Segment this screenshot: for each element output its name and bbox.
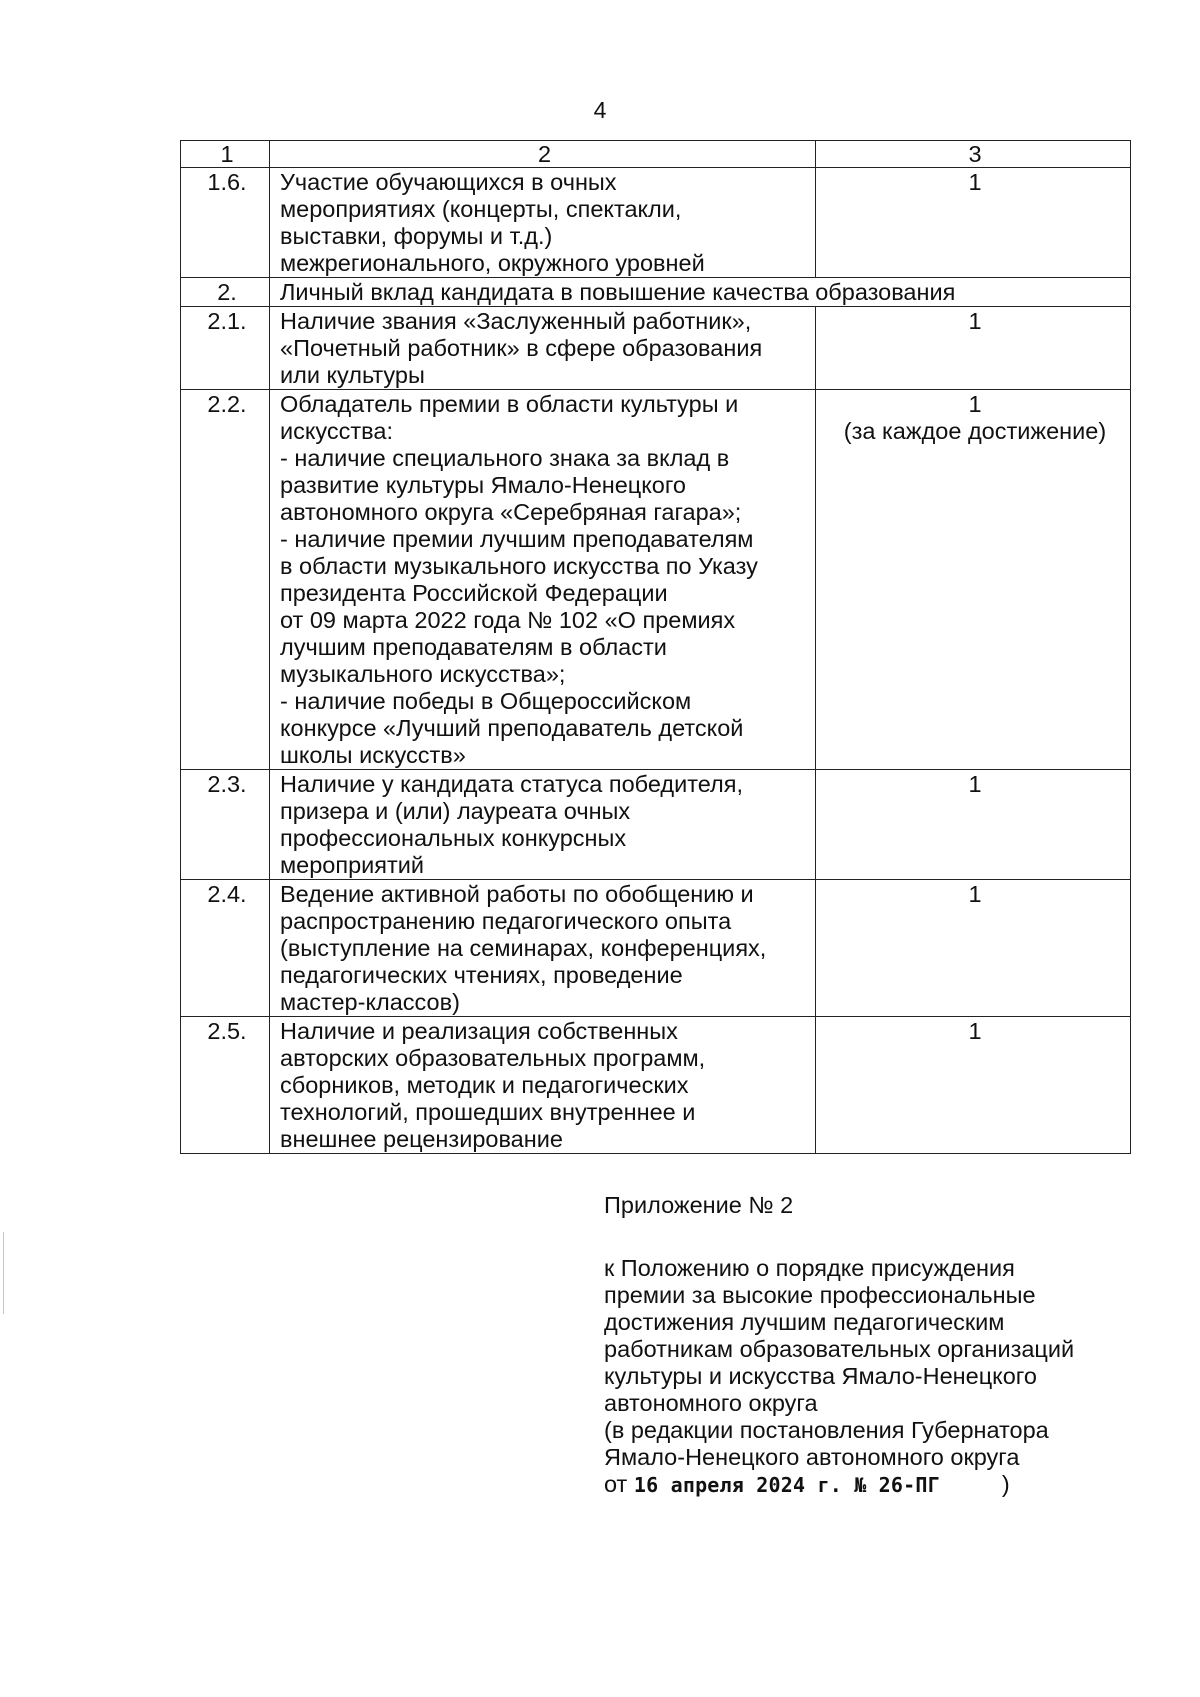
scan-margin-mark [3, 1232, 4, 1314]
appendix-line: работникам образовательных организаций [604, 1336, 1075, 1362]
description-line: лучшим преподавателям в области [280, 634, 667, 660]
table-row [181, 1017, 1131, 1154]
appendix-line: премии за высокие профессиональные [604, 1282, 1036, 1308]
criteria-table [180, 140, 1131, 1154]
row-number: 2. [181, 278, 270, 307]
description-line: в области музыкального искусства по Указу [280, 553, 758, 579]
description-line: (выступление на семинарах, конференциях, [280, 935, 767, 961]
header-cell-2: 2 [270, 141, 816, 168]
table-row [181, 168, 1131, 278]
description-line: Наличие и реализация собственных [280, 1018, 678, 1044]
description-line: конкурсе «Лучший преподаватель детской [280, 715, 744, 741]
description-line: Ведение активной работы по обобщению и [280, 881, 754, 907]
description-line: сборников, методик и педагогических [280, 1072, 689, 1098]
table-header-row [181, 141, 1131, 168]
score-line: 1 [968, 391, 982, 417]
description-line: педагогических чтениях, проведение [280, 962, 683, 988]
criterion-description [270, 880, 816, 1017]
criterion-score [816, 307, 1131, 390]
description-line: профессиональных конкурсных [280, 825, 627, 851]
score-line: 1 [968, 881, 982, 907]
description-line: авторских образовательных программ, [280, 1045, 706, 1071]
table-row [181, 390, 1131, 770]
appendix-block [604, 1192, 1164, 1499]
description-line: Наличие у кандидата статуса победителя, [280, 771, 743, 797]
row-number: 2.5. [181, 1017, 270, 1154]
score-line: 1 [968, 169, 982, 195]
row-number: 2.4. [181, 880, 270, 1017]
description-line: «Почетный работник» в сфере образования [280, 335, 763, 361]
page-number: 4 [593, 97, 607, 123]
description-line: от 09 марта 2022 года № 102 «О премиях [280, 607, 736, 633]
appendix-line: культуры и искусства Ямало-Ненецкого [604, 1363, 1037, 1389]
score-line: (за каждое достижение) [843, 418, 1107, 444]
description-line: Участие обучающихся в очных [280, 169, 617, 195]
description-line: мероприятий [280, 852, 425, 878]
description-line: выставки, форумы и т.д.) [280, 223, 553, 249]
header-cell-1: 1 [181, 141, 270, 168]
description-line: или культуры [280, 362, 425, 388]
description-line: мероприятиях (концерты, спектакли, [280, 196, 682, 222]
criteria-table-body [181, 141, 1131, 1154]
criterion-description [270, 307, 816, 390]
appendix-line: к Положению о порядке присуждения [604, 1255, 1015, 1281]
criterion-description [270, 168, 816, 278]
section-title: Личный вклад кандидата в повышение качества образования [270, 278, 1131, 307]
criterion-score [816, 770, 1131, 880]
table-row [181, 278, 1131, 307]
description-line: искусства: [280, 418, 393, 444]
criterion-description [270, 390, 816, 770]
date-prefix: от [604, 1471, 628, 1497]
header-cell-3: 3 [816, 141, 1131, 168]
criterion-score [816, 880, 1131, 1017]
appendix-date-line [604, 1471, 1164, 1499]
score-line: 1 [968, 1018, 982, 1044]
table-row [181, 880, 1131, 1017]
description-line: школы искусств» [280, 742, 466, 768]
description-line: - наличие специального знака за вклад в [280, 445, 730, 471]
criterion-score [816, 168, 1131, 278]
appendix-line: (в редакции постановления Губернатора [604, 1417, 1049, 1443]
appendix-text [604, 1255, 1164, 1471]
description-line: - наличие победы в Общероссийском [280, 688, 692, 714]
description-line: - наличие премии лучшим преподавателям [280, 526, 754, 552]
date-suffix: ) [1001, 1471, 1010, 1497]
row-number: 1.6. [181, 168, 270, 278]
criterion-score [816, 1017, 1131, 1154]
description-line: президента Российской Федерации [280, 580, 668, 606]
description-line: технологий, прошедших внутреннее и [280, 1099, 696, 1125]
criterion-score [816, 390, 1131, 770]
criterion-description [270, 770, 816, 880]
appendix-title: Приложение № 2 [604, 1192, 794, 1218]
description-line: Обладатель премии в области культуры и [280, 391, 739, 417]
description-line: автономного округа «Серебряная гагара»; [280, 499, 742, 525]
date-value: 16 апреля 2024 г. № 26-ПГ [633, 1473, 940, 1497]
description-line: внешнее рецензирование [280, 1126, 563, 1152]
row-number: 2.2. [181, 390, 270, 770]
appendix-line: автономного округа [604, 1390, 818, 1416]
appendix-line: достижения лучшим педагогическим [604, 1309, 1005, 1335]
criterion-description [270, 1017, 816, 1154]
description-line: призера и (или) лауреата очных [280, 798, 631, 824]
description-line: Наличие звания «Заслуженный работник», [280, 308, 752, 334]
row-number: 2.3. [181, 770, 270, 880]
description-line: музыкального искусства»; [280, 661, 566, 687]
description-line: межрегионального, окружного уровней [280, 250, 705, 276]
description-line: мастер-классов) [280, 989, 460, 1015]
score-line: 1 [968, 771, 982, 797]
description-line: распространению педагогического опыта [280, 908, 732, 934]
appendix-line: Ямало-Ненецкого автономного округа [604, 1444, 1020, 1470]
score-line: 1 [968, 308, 982, 334]
table-row [181, 307, 1131, 390]
description-line: развитие культуры Ямало-Ненецкого [280, 472, 687, 498]
row-number: 2.1. [181, 307, 270, 390]
table-row [181, 770, 1131, 880]
